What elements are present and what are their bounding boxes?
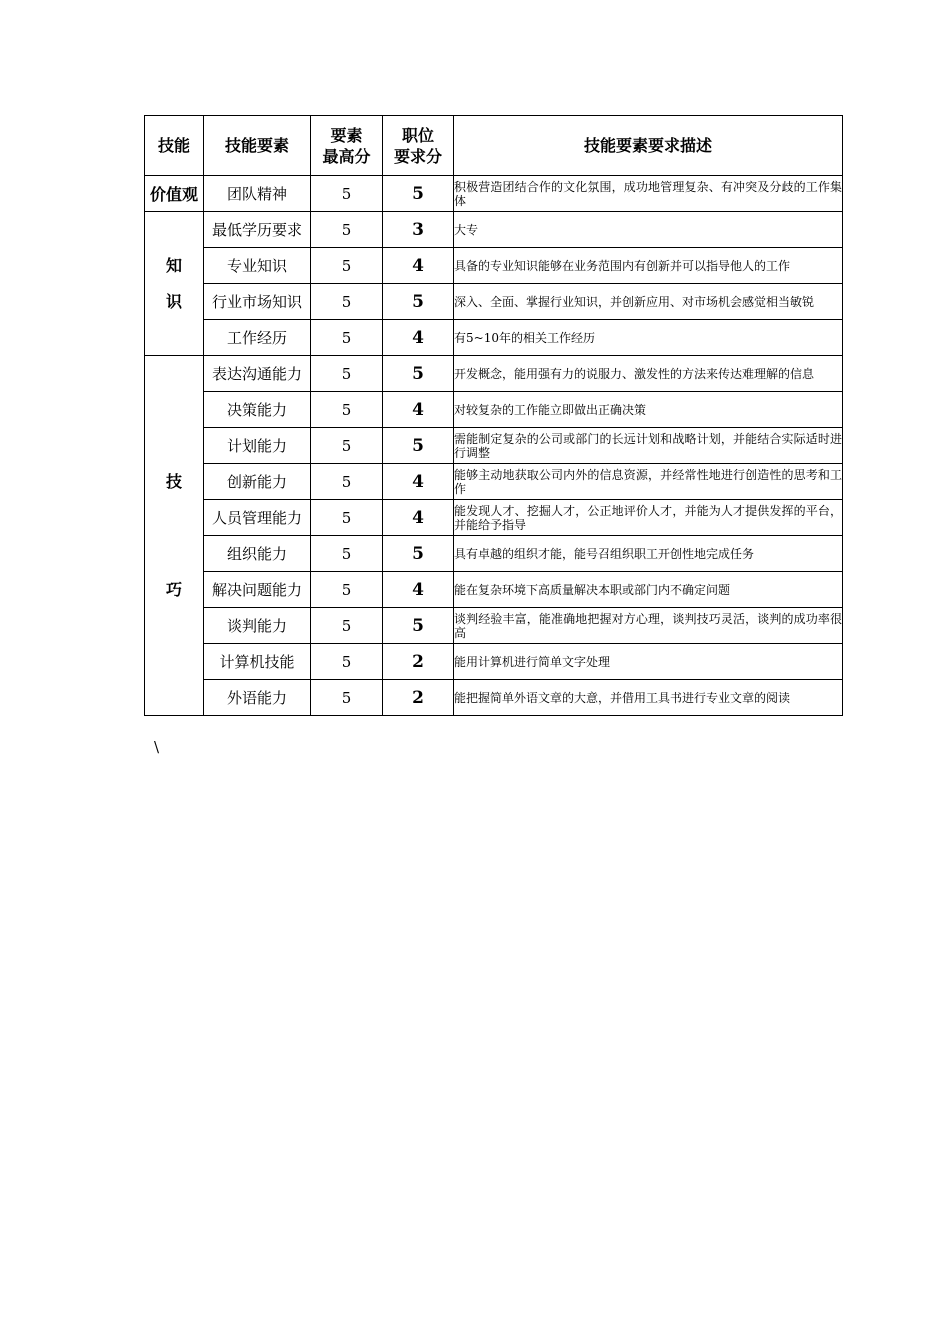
table-row xyxy=(145,176,843,212)
category-label: 价值观 xyxy=(149,185,198,204)
table-row xyxy=(145,572,843,608)
max-score-cell: 5 xyxy=(311,500,383,536)
table-row xyxy=(145,392,843,428)
max-score-cell: 5 xyxy=(311,320,383,356)
max-score-cell: 5 xyxy=(311,536,383,572)
element-cell: 最低学历要求 xyxy=(204,212,311,248)
description-cell: 对较复杂的工作能立即做出正确决策 xyxy=(454,392,843,428)
max-score-cell: 5 xyxy=(311,428,383,464)
header-required-score-line: 职位 xyxy=(401,125,434,145)
element-cell: 决策能力 xyxy=(204,392,311,428)
description-cell: 有5~10年的相关工作经历 xyxy=(454,320,843,356)
table-row xyxy=(145,500,843,536)
skill-requirements-table xyxy=(144,115,843,716)
max-score-cell: 5 xyxy=(311,572,383,608)
max-score-cell: 5 xyxy=(311,248,383,284)
element-cell: 谈判能力 xyxy=(204,608,311,644)
table-row xyxy=(145,680,843,716)
required-score-cell: 4 xyxy=(383,572,454,608)
description-cell: 大专 xyxy=(454,212,843,248)
category-label: 技 xyxy=(165,471,182,491)
table-row xyxy=(145,320,843,356)
required-score-cell: 5 xyxy=(383,284,454,320)
description-cell: 具备的专业知识能够在业务范围内有创新并可以指导他人的工作 xyxy=(454,248,843,284)
header-category: 技能 xyxy=(145,116,204,176)
required-score-cell: 3 xyxy=(383,212,454,248)
description-cell: 谈判经验丰富，能准确地把握对方心理，谈判技巧灵活，谈判的成功率很高 xyxy=(454,608,843,644)
element-cell: 组织能力 xyxy=(204,536,311,572)
table-row xyxy=(145,212,843,248)
category-cell xyxy=(145,212,204,356)
category-label: 识 xyxy=(165,291,182,311)
header-required-score-line: 要求分 xyxy=(393,146,442,166)
required-score-cell: 4 xyxy=(383,500,454,536)
header-max-score-line: 最高分 xyxy=(322,146,371,166)
max-score-cell: 5 xyxy=(311,356,383,392)
header-description: 技能要素要求描述 xyxy=(454,116,843,176)
element-cell: 表达沟通能力 xyxy=(204,356,311,392)
header-max-score xyxy=(311,116,383,176)
required-score-cell: 5 xyxy=(383,608,454,644)
table-row xyxy=(145,356,843,392)
footer-mark: \ xyxy=(154,738,160,756)
element-cell: 团队精神 xyxy=(204,176,311,212)
required-score-cell: 5 xyxy=(383,356,454,392)
table-row xyxy=(145,284,843,320)
required-score-cell: 4 xyxy=(383,392,454,428)
element-cell: 人员管理能力 xyxy=(204,500,311,536)
required-score-cell: 2 xyxy=(383,680,454,716)
category-label: 巧 xyxy=(165,579,182,599)
element-cell: 解决问题能力 xyxy=(204,572,311,608)
category-cell xyxy=(145,176,204,212)
description-cell: 能把握简单外语文章的大意，并借用工具书进行专业文章的阅读 xyxy=(454,680,843,716)
element-cell: 工作经历 xyxy=(204,320,311,356)
required-score-cell: 5 xyxy=(383,536,454,572)
max-score-cell: 5 xyxy=(311,212,383,248)
table-body xyxy=(145,176,843,716)
max-score-cell: 5 xyxy=(311,284,383,320)
table-row xyxy=(145,464,843,500)
table-header-row xyxy=(145,116,843,176)
category-label: 知 xyxy=(165,255,182,275)
required-score-cell: 4 xyxy=(383,320,454,356)
table-row xyxy=(145,248,843,284)
table-row xyxy=(145,536,843,572)
description-cell: 能够主动地获取公司内外的信息资源，并经常性地进行创造性的思考和工作 xyxy=(454,464,843,500)
table-row xyxy=(145,608,843,644)
max-score-cell: 5 xyxy=(311,680,383,716)
table-row xyxy=(145,644,843,680)
max-score-cell: 5 xyxy=(311,392,383,428)
description-cell: 深入、全面、掌握行业知识，并创新应用、对市场机会感觉相当敏锐 xyxy=(454,284,843,320)
description-cell: 能用计算机进行简单文字处理 xyxy=(454,644,843,680)
element-cell: 计算机技能 xyxy=(204,644,311,680)
description-cell: 积极营造团结合作的文化氛围，成功地管理复杂、有冲突及分歧的工作集体 xyxy=(454,176,843,212)
required-score-cell: 5 xyxy=(383,428,454,464)
category-cell xyxy=(145,356,204,716)
required-score-cell: 2 xyxy=(383,644,454,680)
description-cell: 开发概念，能用强有力的说服力、激发性的方法来传达难理解的信息 xyxy=(454,356,843,392)
required-score-cell: 5 xyxy=(383,176,454,212)
element-cell: 外语能力 xyxy=(204,680,311,716)
description-cell: 能在复杂环境下高质量解决本职或部门内不确定问题 xyxy=(454,572,843,608)
header-required-score xyxy=(383,116,454,176)
description-cell: 需能制定复杂的公司或部门的长远计划和战略计划，并能结合实际适时进行调整 xyxy=(454,428,843,464)
table-row xyxy=(145,428,843,464)
required-score-cell: 4 xyxy=(383,248,454,284)
element-cell: 专业知识 xyxy=(204,248,311,284)
description-cell: 具有卓越的组织才能，能号召组织职工开创性地完成任务 xyxy=(454,536,843,572)
header-element: 技能要素 xyxy=(204,116,311,176)
element-cell: 计划能力 xyxy=(204,428,311,464)
max-score-cell: 5 xyxy=(311,644,383,680)
max-score-cell: 5 xyxy=(311,176,383,212)
element-cell: 行业市场知识 xyxy=(204,284,311,320)
max-score-cell: 5 xyxy=(311,464,383,500)
max-score-cell: 5 xyxy=(311,608,383,644)
description-cell: 能发现人才、挖掘人才，公正地评价人才，并能为人才提供发挥的平台，并能给予指导 xyxy=(454,500,843,536)
required-score-cell: 4 xyxy=(383,464,454,500)
element-cell: 创新能力 xyxy=(204,464,311,500)
header-max-score-line: 要素 xyxy=(330,125,363,145)
